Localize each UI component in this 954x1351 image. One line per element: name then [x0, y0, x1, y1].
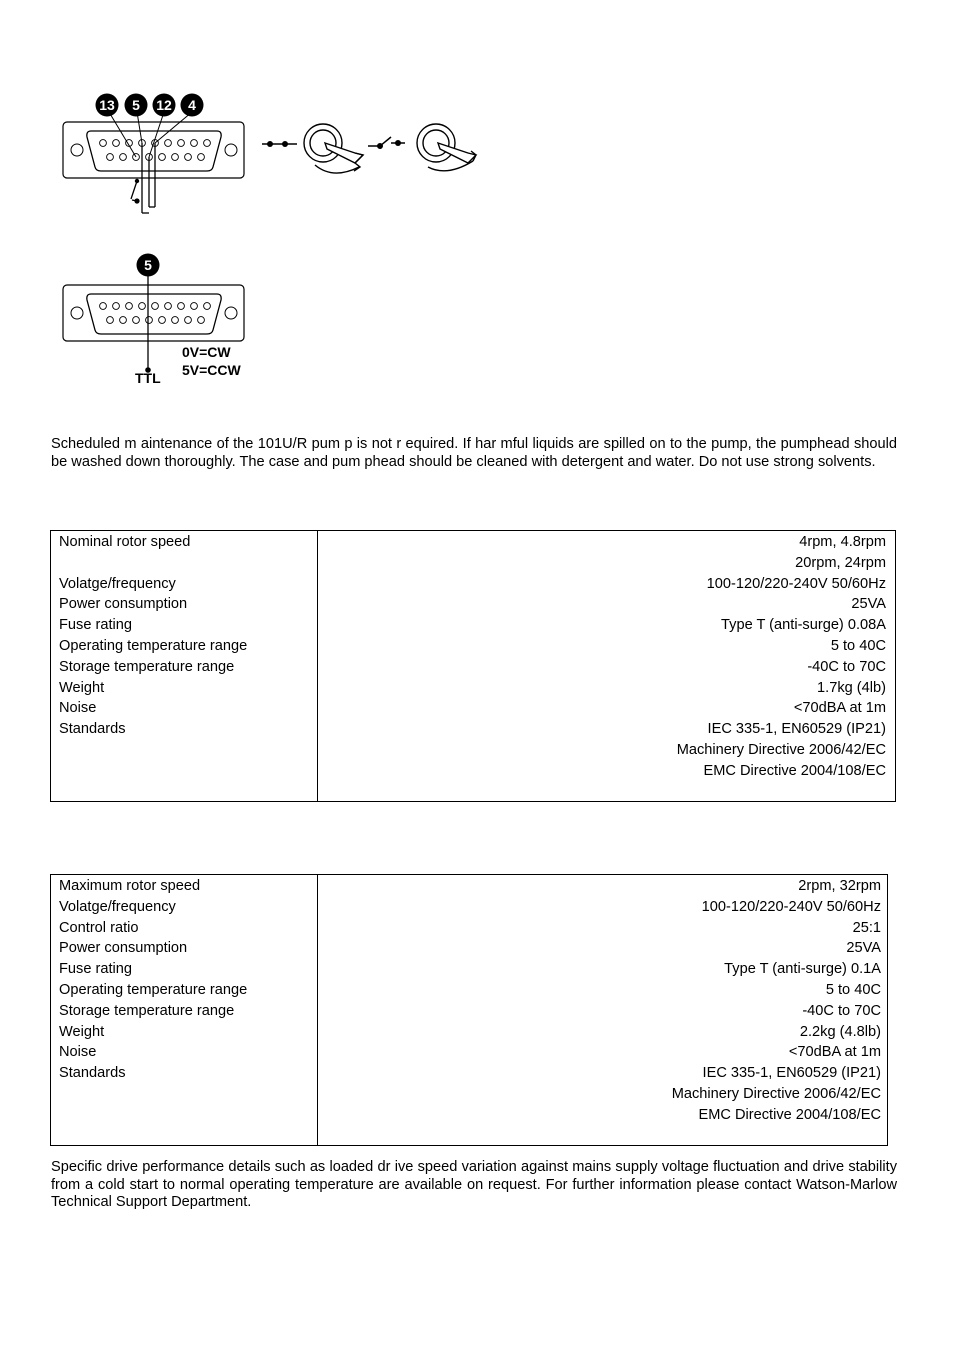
performance-paragraph: Specific drive performance details such as loaded dr ive speed variation against mains supply voltage fluctuation and drive stability from a cold start to normal operating temperature are available on request. For further information please contact Watson-Marlow Technical Support Department.	[51, 1159, 897, 1210]
spec-label: Operating temperature range	[59, 981, 248, 998]
switch-contact	[267, 141, 273, 147]
spec-label: Operating temperature range	[59, 637, 248, 654]
pin-label: 5	[144, 257, 152, 273]
spec-label: Fuse rating	[59, 961, 133, 978]
switch-contact	[282, 141, 288, 147]
spec-label: Weight	[59, 1023, 105, 1040]
rotation-ccw-icon	[304, 124, 363, 173]
connector-ttl-diagram	[55, 250, 275, 390]
spec-label	[59, 553, 317, 574]
spec-value: -40C to 70C	[807, 658, 886, 675]
spec-value-column	[318, 875, 888, 1146]
pin-label: 13	[99, 97, 115, 113]
ttl-label: TTL	[135, 370, 161, 386]
spec-label: Power consumption	[59, 940, 188, 957]
pin-label: 5	[132, 97, 140, 113]
spec-value: 5 to 40C	[825, 981, 881, 998]
spec-value: <70dBA at 1m	[793, 700, 886, 717]
spec-value: Type T (anti-surge) 0.1A	[724, 961, 881, 978]
pin-label: 12	[156, 97, 172, 113]
cw-label: 0V=CW	[182, 344, 231, 360]
maintenance-paragraph: Scheduled m aintenance of the 101U/R pum p is not r equired. If har mful liquids are spilled on to the pump, the pumphead should be washed down thoroughly. The case and pum phead should be cleaned with detergent and water. Do not use strong solvents.	[51, 436, 897, 470]
spec-label: Control ratio	[59, 919, 139, 936]
spec-table-2	[50, 874, 888, 1146]
spec-value: EMC Directive 2004/108/EC	[703, 762, 886, 779]
spec-value: 2rpm, 32rpm	[798, 878, 881, 894]
spec-label: Maximum rotor speed	[59, 878, 201, 894]
spec-label: Standards	[59, 721, 126, 738]
pin-badges	[96, 94, 204, 117]
spec-label: Power consumption	[59, 596, 188, 613]
spec-label: Volatge/frequency	[59, 898, 176, 915]
spec-value: EMC Directive 2004/108/EC	[698, 1106, 881, 1123]
spec-label: Noise	[59, 1044, 97, 1061]
spec-label: Fuse rating	[59, 617, 133, 634]
spec-value: 25VA	[846, 940, 881, 957]
switch-contact	[377, 143, 383, 149]
spec-value: 5 to 40C	[830, 637, 886, 654]
spec-label: Standards	[59, 1065, 126, 1082]
spec-value: 100-120/220-240V 50/60Hz	[701, 898, 881, 915]
connector-switch-diagram	[55, 85, 495, 220]
spec-value: 4rpm, 4.8rpm	[799, 534, 886, 550]
spec-value: IEC 335-1, EN60529 (IP21)	[707, 721, 886, 738]
switch-contact	[395, 140, 401, 146]
rotation-cw-icon	[417, 124, 476, 171]
spec-label-column	[51, 531, 318, 802]
spec-value: -40C to 70C	[802, 1002, 881, 1019]
ccw-label: 5V=CCW	[182, 362, 241, 378]
spec-table-1	[50, 530, 896, 802]
spec-value: Machinery Directive 2006/42/EC	[671, 1085, 881, 1102]
spec-value: <70dBA at 1m	[788, 1044, 881, 1061]
spec-value: IEC 335-1, EN60529 (IP21)	[702, 1065, 881, 1082]
spec-value: 25VA	[851, 596, 886, 613]
spec-label-column	[51, 875, 318, 1146]
spec-value: 20rpm, 24rpm	[795, 554, 886, 571]
pin-label: 4	[188, 97, 196, 113]
spec-label: Volatge/frequency	[59, 575, 176, 592]
spec-label: Storage temperature range	[59, 658, 235, 675]
spec-value-column	[318, 531, 896, 802]
spec-value: Machinery Directive 2006/42/EC	[676, 741, 886, 758]
spec-value: Type T (anti-surge) 0.08A	[721, 617, 886, 634]
spec-value: 100-120/220-240V 50/60Hz	[706, 575, 886, 592]
spec-label: Storage temperature range	[59, 1002, 235, 1019]
spec-value: 2.2kg (4.8lb)	[799, 1023, 881, 1040]
spec-label: Weight	[59, 679, 105, 696]
spec-value: 25:1	[852, 919, 881, 936]
spec-label: Nominal rotor speed	[59, 534, 191, 550]
spec-value: 1.7kg (4lb)	[817, 679, 886, 696]
spec-label: Noise	[59, 700, 97, 717]
